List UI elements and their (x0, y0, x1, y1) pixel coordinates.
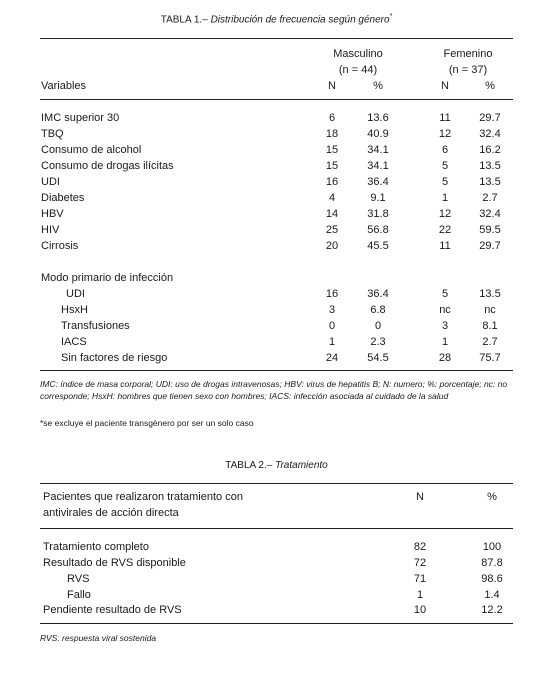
row-pct: 98.6 (481, 573, 503, 585)
row-pct-male: 45.5 (367, 240, 389, 252)
row-pct-male: 36.4 (367, 288, 389, 300)
row-pct-female: 8.1 (482, 320, 498, 332)
row-label: Tratamiento completo (43, 541, 149, 553)
table1-group-male-n: (n = 44) (338, 64, 378, 76)
row-n-female: 5 (441, 176, 449, 188)
table1-header-rule (40, 99, 513, 100)
row-label: Pendiente resultado de RVS (43, 604, 182, 616)
table1-group-female: Femenino (443, 48, 493, 60)
row-pct-male: 34.1 (367, 144, 389, 156)
table1-top-rule (40, 38, 513, 39)
table1-footnote-abbreviations: IMC: índice de masa corporal; UDI: uso de drogas intravenosas; HBV: virus de hepatitis B; N: numero; %: porcentaje; nc: no corresponde; HsxH: hombres que tienen sexo con hombres; IACS: infección asociada al cuidado de la salud (40, 379, 508, 401)
row-label: Transfusiones (61, 320, 130, 332)
row-pct-female: 13.5 (479, 288, 501, 300)
table1-header-pct-female: % (485, 80, 495, 92)
row-label: HBV (41, 208, 64, 220)
row-label: Fallo (67, 589, 91, 601)
row-pct-female: 32.4 (479, 128, 501, 140)
row-n-female: 11 (439, 240, 451, 252)
row-label: Diabetes (41, 192, 85, 204)
table2-header-line2: antivirales de acción directa (43, 507, 179, 519)
row-label: Consumo de drogas ilícitas (41, 160, 174, 172)
row-n-male: 4 (328, 192, 336, 204)
row-pct-female: 2.7 (482, 192, 498, 204)
row-pct-male: 13.6 (367, 112, 389, 124)
row-pct-female: 16.2 (479, 144, 501, 156)
row-pct-female: 13.5 (479, 160, 501, 172)
row-pct-female: 29.7 (479, 240, 501, 252)
row-pct-male: 34.1 (367, 160, 389, 172)
table2-top-rule (40, 483, 513, 484)
row-label: RVS (67, 573, 90, 585)
row-n-female: 22 (438, 224, 452, 236)
row-n-female: 3 (441, 320, 449, 332)
row-pct-male: 2.3 (370, 336, 386, 348)
row-n-male: 16 (325, 288, 339, 300)
table1-footnote-star: *se excluye el paciente transgènero por ser un solo caso (40, 418, 254, 428)
row-pct-female: 32.4 (479, 208, 501, 220)
row-n-male: 18 (325, 128, 339, 140)
row-n-female: 6 (441, 144, 449, 156)
row-label: HsxH (61, 304, 88, 316)
table1-header-variables: Variables (41, 80, 87, 92)
row-label: Consumo de alcohol (41, 144, 142, 156)
row-pct-female: 29.7 (479, 112, 501, 124)
row-label: UDI (41, 176, 60, 188)
table2-header-line1: Pacientes que realizaron tratamiento con (43, 491, 243, 503)
row-pct-male: 54.5 (367, 352, 389, 364)
row-label: IACS (61, 336, 87, 348)
row-n-male: 25 (325, 224, 339, 236)
row-pct-female: 75.7 (479, 352, 501, 364)
row-n-male: 24 (325, 352, 339, 364)
row-n-male: 0 (328, 320, 336, 332)
row-n-female: 12 (438, 208, 452, 220)
row-n-male: 15 (325, 144, 339, 156)
table2-caption (0, 460, 553, 471)
row-n-female: 12 (438, 128, 452, 140)
row-pct-male: 9.1 (370, 192, 386, 204)
row-n-male: 16 (325, 176, 339, 188)
row-pct-female: 2.7 (482, 336, 498, 348)
row-n: 82 (413, 541, 427, 553)
row-label: UDI (66, 288, 85, 300)
table2-header-n: N (416, 491, 424, 503)
table1-bottom-rule (40, 370, 513, 371)
row-n-female: 28 (438, 352, 452, 364)
table1-caption-number: TABLA 1.– (160, 14, 208, 26)
row-pct-male: 36.4 (367, 176, 389, 188)
row-n-male: 3 (328, 304, 336, 316)
table2-bottom-rule (40, 623, 513, 624)
row-n-male: 20 (325, 240, 339, 252)
table1-group-male: Masculino (333, 48, 383, 60)
row-n-female: nc (439, 304, 451, 316)
row-label: TBQ (41, 128, 64, 140)
row-n-male: 6 (328, 112, 336, 124)
table1-caption-mark: * (389, 13, 393, 20)
row-pct-female: 59.5 (479, 224, 501, 236)
row-pct-male: 40.9 (367, 128, 389, 140)
row-n-female: 11 (439, 112, 451, 124)
table2-footnote: RVS: respuesta viral sostenida (40, 633, 157, 643)
table1-section-label: Modo primario de infección (41, 272, 174, 284)
table1-caption-title: Distribución de frecuencia según género (210, 14, 390, 26)
row-n: 72 (413, 557, 427, 569)
row-label: Sin factores de riesgo (61, 352, 168, 364)
table1-caption (0, 13, 553, 25)
row-n-female: 1 (441, 192, 449, 204)
row-n: 1 (416, 589, 424, 601)
row-pct-female: 13.5 (479, 176, 501, 188)
row-pct: 12.2 (481, 604, 503, 616)
table1-group-female-n: (n = 37) (448, 64, 488, 76)
row-n-male: 14 (325, 208, 339, 220)
row-n-female: 1 (441, 336, 449, 348)
row-pct-female: nc (484, 304, 496, 316)
row-pct: 1.4 (484, 589, 500, 601)
table2-header-rule (40, 528, 513, 529)
row-label: Resultado de RVS disponible (43, 557, 186, 569)
table2-header-pct: % (487, 491, 497, 503)
row-n-female: 5 (441, 288, 449, 300)
row-label: HIV (41, 224, 60, 236)
row-n-male: 15 (325, 160, 339, 172)
row-pct-male: 0 (374, 320, 382, 332)
row-pct: 100 (482, 541, 502, 553)
row-label: Cirrosis (41, 240, 79, 252)
table1-header-n-male: N (328, 80, 336, 92)
row-pct-male: 6.8 (370, 304, 386, 316)
row-pct-male: 31.8 (367, 208, 389, 220)
table2-caption-title: Tratamiento (275, 460, 328, 471)
table2-caption-number: TABLA 2.– (225, 460, 273, 471)
row-label: IMC superior 30 (41, 112, 120, 124)
row-n: 71 (413, 573, 427, 585)
row-n-male: 1 (328, 336, 336, 348)
row-pct: 87.8 (481, 557, 503, 569)
table1-header-pct-male: % (373, 80, 383, 92)
row-n-female: 5 (441, 160, 449, 172)
table1-header-n-female: N (441, 80, 449, 92)
row-n: 10 (413, 604, 427, 616)
row-pct-male: 56.8 (367, 224, 389, 236)
